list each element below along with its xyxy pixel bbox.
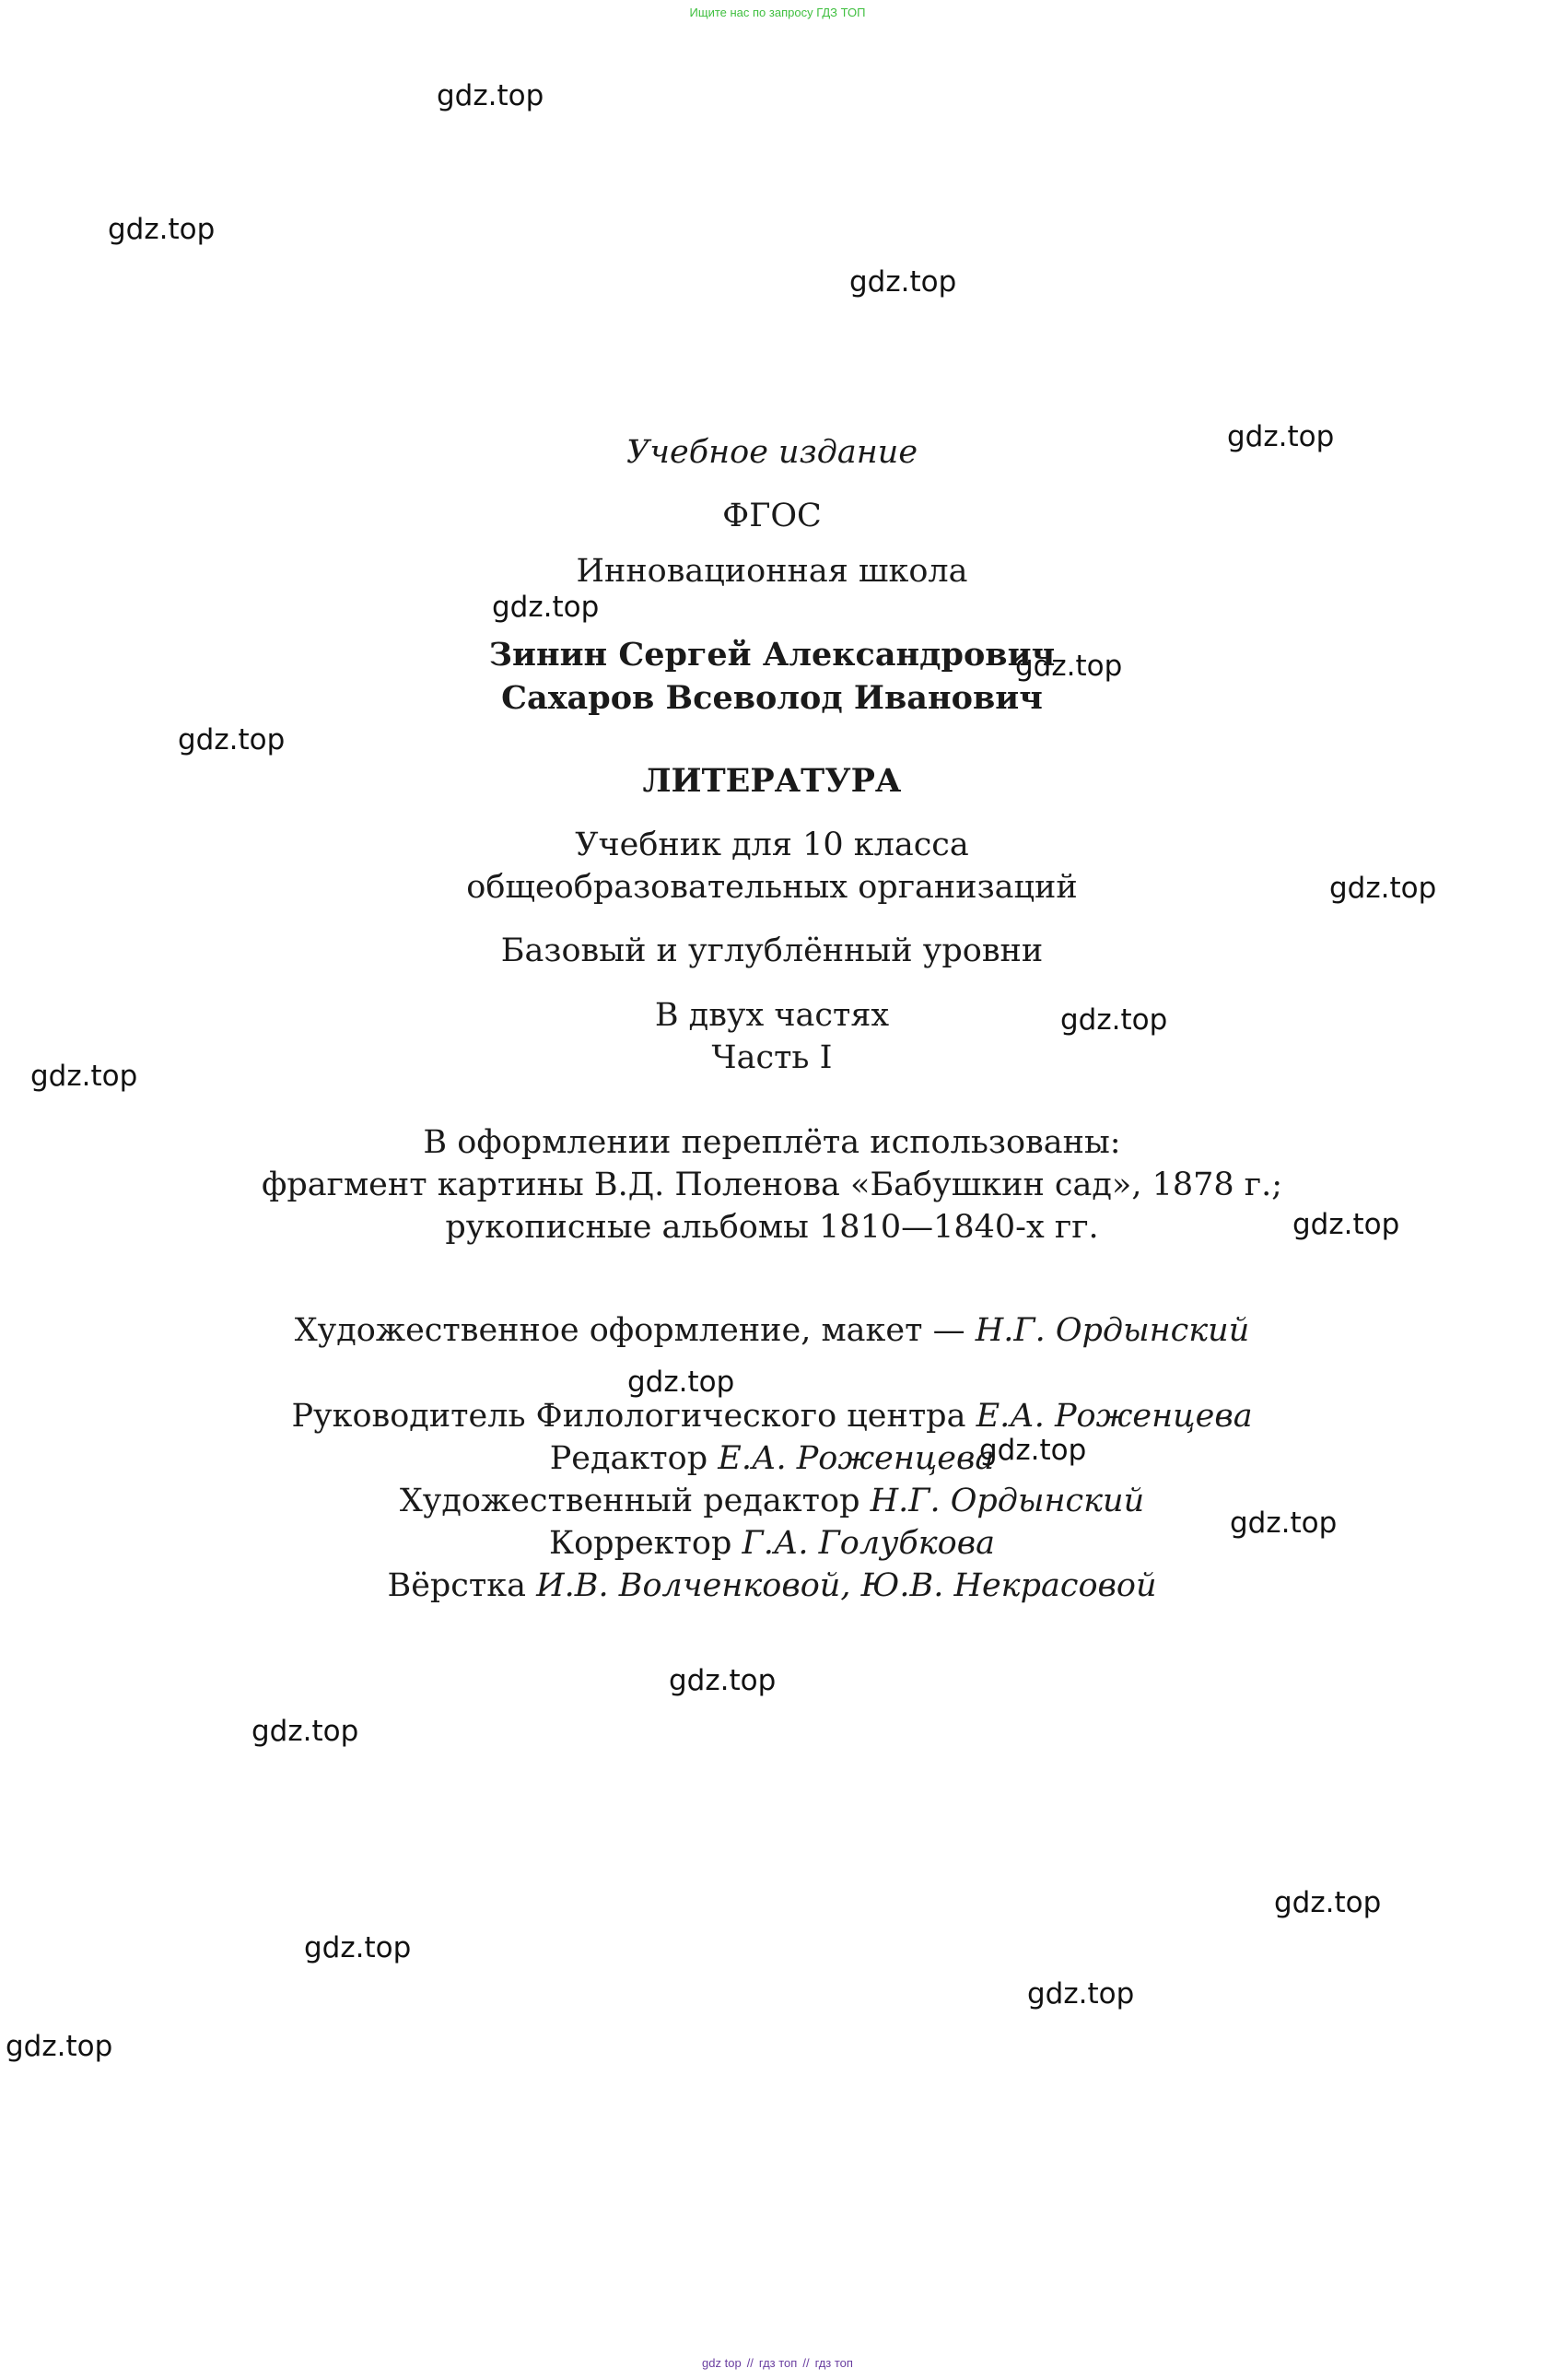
footer-separator: // xyxy=(746,2356,754,2370)
series: Инновационная школа xyxy=(576,553,968,590)
standard: ФГОС xyxy=(722,498,822,534)
credit-role: Художественное оформление, макет — xyxy=(294,1312,976,1349)
watermark: gdz.top xyxy=(1227,420,1335,453)
binding-note-2: фрагмент картины В.Д. Поленова «Бабушкин сад», 1878 г.; xyxy=(261,1167,1283,1203)
watermark: gdz.top xyxy=(979,1434,1087,1467)
subtitle-line-2: общеобразовательных организаций xyxy=(466,869,1078,906)
edition-type: Учебное издание xyxy=(626,434,918,471)
watermark: gdz.top xyxy=(849,265,957,299)
watermark: gdz.top xyxy=(30,1060,138,1093)
footer-link[interactable]: gdz top xyxy=(702,2356,742,2370)
credit-role: Вёрстка xyxy=(387,1567,537,1604)
credit-role: Редактор xyxy=(549,1440,719,1477)
credit-line xyxy=(0,1398,1544,1435)
credit-name: Н.Г. Ордынский xyxy=(975,1312,1250,1349)
watermark: gdz.top xyxy=(627,1366,735,1399)
subtitle-line-1: Учебник для 10 класса xyxy=(575,827,969,863)
footer-links xyxy=(0,2356,1555,2370)
footer-link[interactable]: гдз топ xyxy=(758,2356,798,2370)
watermark: gdz.top xyxy=(1292,1208,1400,1241)
credit-line xyxy=(0,1312,1544,1349)
parts: В двух частях xyxy=(654,997,890,1034)
footer-separator: // xyxy=(802,2356,810,2370)
credit-role: Руководитель Филологического центра xyxy=(291,1398,976,1435)
author-2: Сахаров Всеволод Иванович xyxy=(501,679,1043,717)
watermark: gdz.top xyxy=(1230,1507,1338,1540)
watermark: gdz.top xyxy=(669,1664,777,1697)
credit-role: Художественный редактор xyxy=(399,1483,871,1519)
credit-name: Е.А. Роженцева xyxy=(976,1398,1253,1435)
top-banner[interactable]: Ищите нас по запросу ГДЗ ТОП xyxy=(689,6,866,19)
watermark: gdz.top xyxy=(178,723,286,756)
credit-name: И.В. Волченковой, Ю.В. Некрасовой xyxy=(536,1567,1157,1604)
watermark: gdz.top xyxy=(1015,650,1123,683)
watermark: gdz.top xyxy=(437,79,544,112)
watermark: gdz.top xyxy=(1274,1886,1382,1919)
credit-name: Е.А. Роженцева xyxy=(718,1440,995,1477)
watermark: gdz.top xyxy=(492,591,600,624)
watermark: gdz.top xyxy=(108,213,216,246)
credit-name: Н.Г. Ордынский xyxy=(870,1483,1145,1519)
credit-role: Корректор xyxy=(549,1525,742,1562)
binding-note-3: рукописные альбомы 1810—1840-х гг. xyxy=(445,1209,1099,1246)
watermark: gdz.top xyxy=(251,1715,359,1748)
credit-line xyxy=(0,1525,1544,1562)
credit-name: Г.А. Голубкова xyxy=(742,1525,995,1562)
credit-line xyxy=(0,1485,1544,1518)
credit-line xyxy=(0,1567,1544,1604)
book-title: ЛИТЕРАТУРА xyxy=(642,762,902,800)
credit-line xyxy=(0,1440,1544,1477)
author-1: Зинин Сергей Александрович xyxy=(488,636,1056,674)
binding-note-1: В оформлении переплёта использованы: xyxy=(423,1124,1121,1161)
watermark: gdz.top xyxy=(1329,872,1437,905)
watermark: gdz.top xyxy=(6,2030,113,2063)
watermark: gdz.top xyxy=(1027,1977,1135,2011)
footer-link[interactable]: гдз топ xyxy=(814,2356,853,2370)
levels: Базовый и углублённый уровни xyxy=(500,932,1044,969)
watermark: gdz.top xyxy=(304,1931,412,1964)
watermark: gdz.top xyxy=(1060,1003,1168,1037)
part-number: Часть I xyxy=(711,1039,833,1076)
